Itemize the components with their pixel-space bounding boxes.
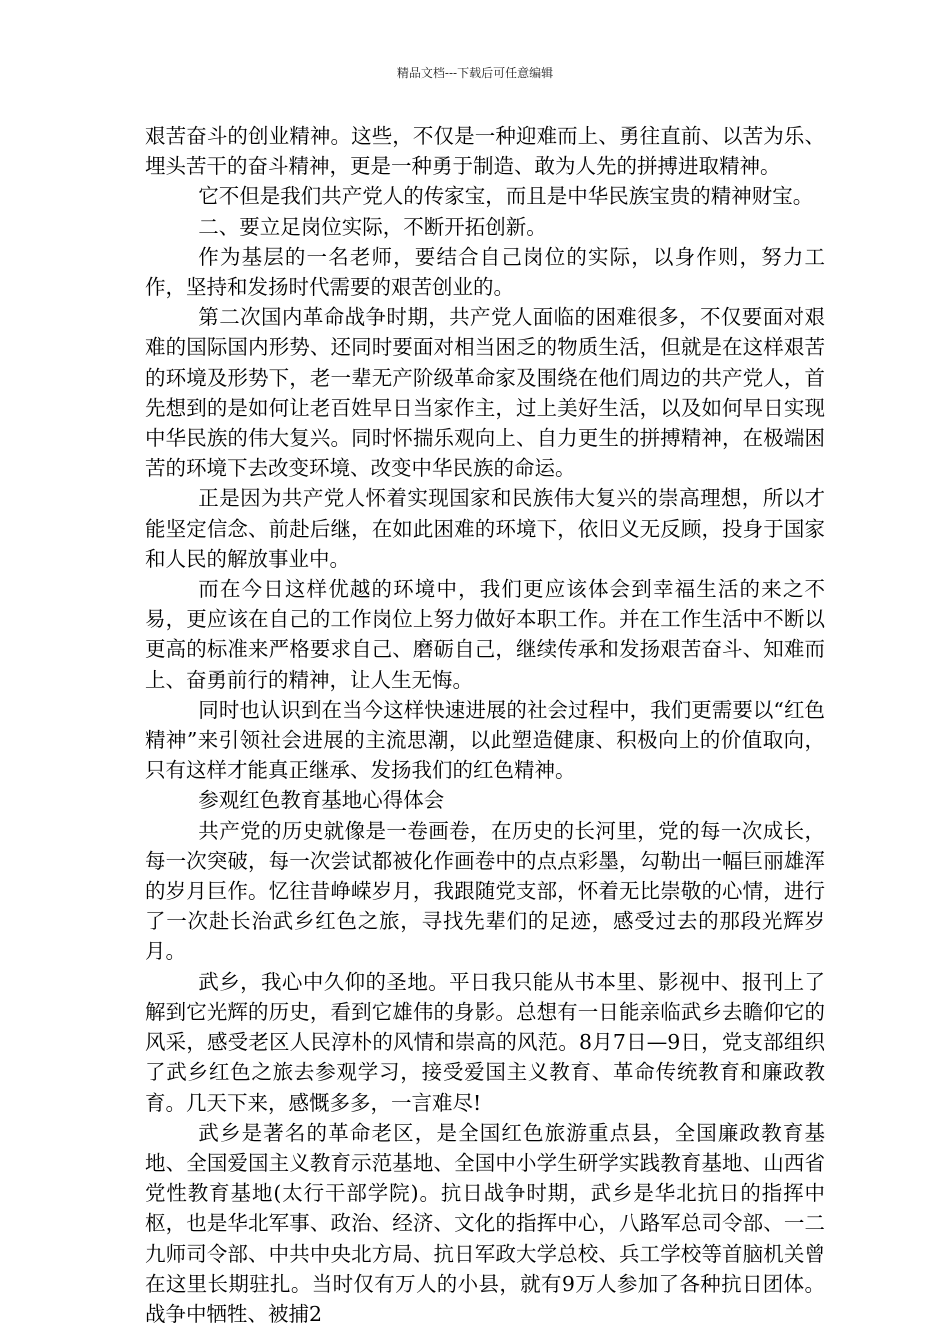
- paragraph: 同时也认识到在当今这样快速进展的社会过程中，我们更需要以“红色精神”来引领社会进展的主流思潮，以此塑造健康、积极向上的价值取向，只有这样才能真正继承、发扬我们的红色精神。: [145, 697, 825, 783]
- paragraph: 作为基层的一名老师，要结合自己岗位的实际，以身作则，努力工作，坚持和发扬时代需要的艰苦创业的。: [145, 244, 825, 300]
- paragraph: 正是因为共产党人怀着实现国家和民族伟大复兴的崇高理想，所以才能坚定信念、前赴后继，在如此困难的环境下，依旧义无反顾，投身于国家和人民的解放事业中。: [145, 486, 825, 571]
- section-heading: 二、要立足岗位实际，不断开拓创新。: [198, 214, 547, 239]
- page-header: 精品文档---下载后可任意编辑: [396, 66, 554, 80]
- paragraph: 艰苦奋斗的创业精神。这些，不仅是一种迎难而上、勇往直前、以苦为乐、埋头苦干的奋斗精神，更是一种勇于制造、敢为人先的拼搏进取精神。: [145, 124, 825, 179]
- paragraph: 而在今日这样优越的环境中，我们更应该体会到幸福生活的来之不易，更应该在自己的工作岗位上努力做好本职工作。并在工作生活中不断以更高的标准来严格要求自己、磨砺自己，继续传承和发扬艰苦奋斗、知难而上、奋勇前行的精神，让人生无悔。: [145, 577, 825, 692]
- paragraph: 它不但是我们共产党人的传家宝，而且是中华民族宝贵的精神财宝。: [198, 184, 814, 209]
- article-title: 参观红色教育基地心得体会: [198, 788, 445, 813]
- paragraph: 第二次国内革命战争时期，共产党人面临的困难很多，不仅要面对艰难的国际国内形势、还同时要面对相当困乏的物质生活，但就是在这样艰苦的环境及形势下，老一辈无产阶级革命家及围绕在他们周边的共产党人，首先想到的是如何让老百姓早日当家作主，过上美好生活，以及如何早日实现中华民族的伟大复兴。同时怀揣乐观向上、自力更生的拼搏精神，在极端困苦的环境下去改变环境、改变中华民族的命运。: [145, 305, 825, 481]
- paragraph: 武乡，我心中久仰的圣地。平日我只能从书本里、影视中、报刊上了解到它光辉的历史，看到它雄伟的身影。总想有一日能亲临武乡去瞻仰它的风采，感受老区人民淳朴的风情和崇高的风范。8月7日—9日，党支部组织了武乡红色之旅去参观学习，接受爱国主义教育、革命传统教育和廉政教育。几天下来，感慨多多，一言难尽!: [145, 969, 825, 1115]
- paragraph: 共产党的历史就像是一卷画卷，在历史的长河里，党的每一次成长，每一次突破，每一次尝试都被化作画卷中的点点彩墨，勾勒出一幅巨丽雄浑的岁月巨作。忆往昔峥嵘岁月，我跟随党支部，怀着无比崇敬的心情，进行了一次赴长治武乡红色之旅，寻找先辈们的足迹，感受过去的那段光辉岁月。: [145, 818, 825, 964]
- document-body: [145, 121, 825, 1329]
- paragraph: 武乡是著名的革命老区，是全国红色旅游重点县，全国廉政教育基地、全国爱国主义教育示范基地、全国中小学生研学实践教育基地、山西省党性教育基地(太行干部学院)。抗日战争时期，武乡是华北抗日的指挥中枢，也是华北军事、政治、经济、文化的指挥中心，八路军总司令部、一二九师司令部、中共中央北方局、抗日军政大学总校、兵工学校等首脑机关曾在这里长期驻扎。当时仅有万人的小县，就有9万人参加了各种抗日团体。战争中牺牲、被捕2: [145, 1120, 825, 1326]
